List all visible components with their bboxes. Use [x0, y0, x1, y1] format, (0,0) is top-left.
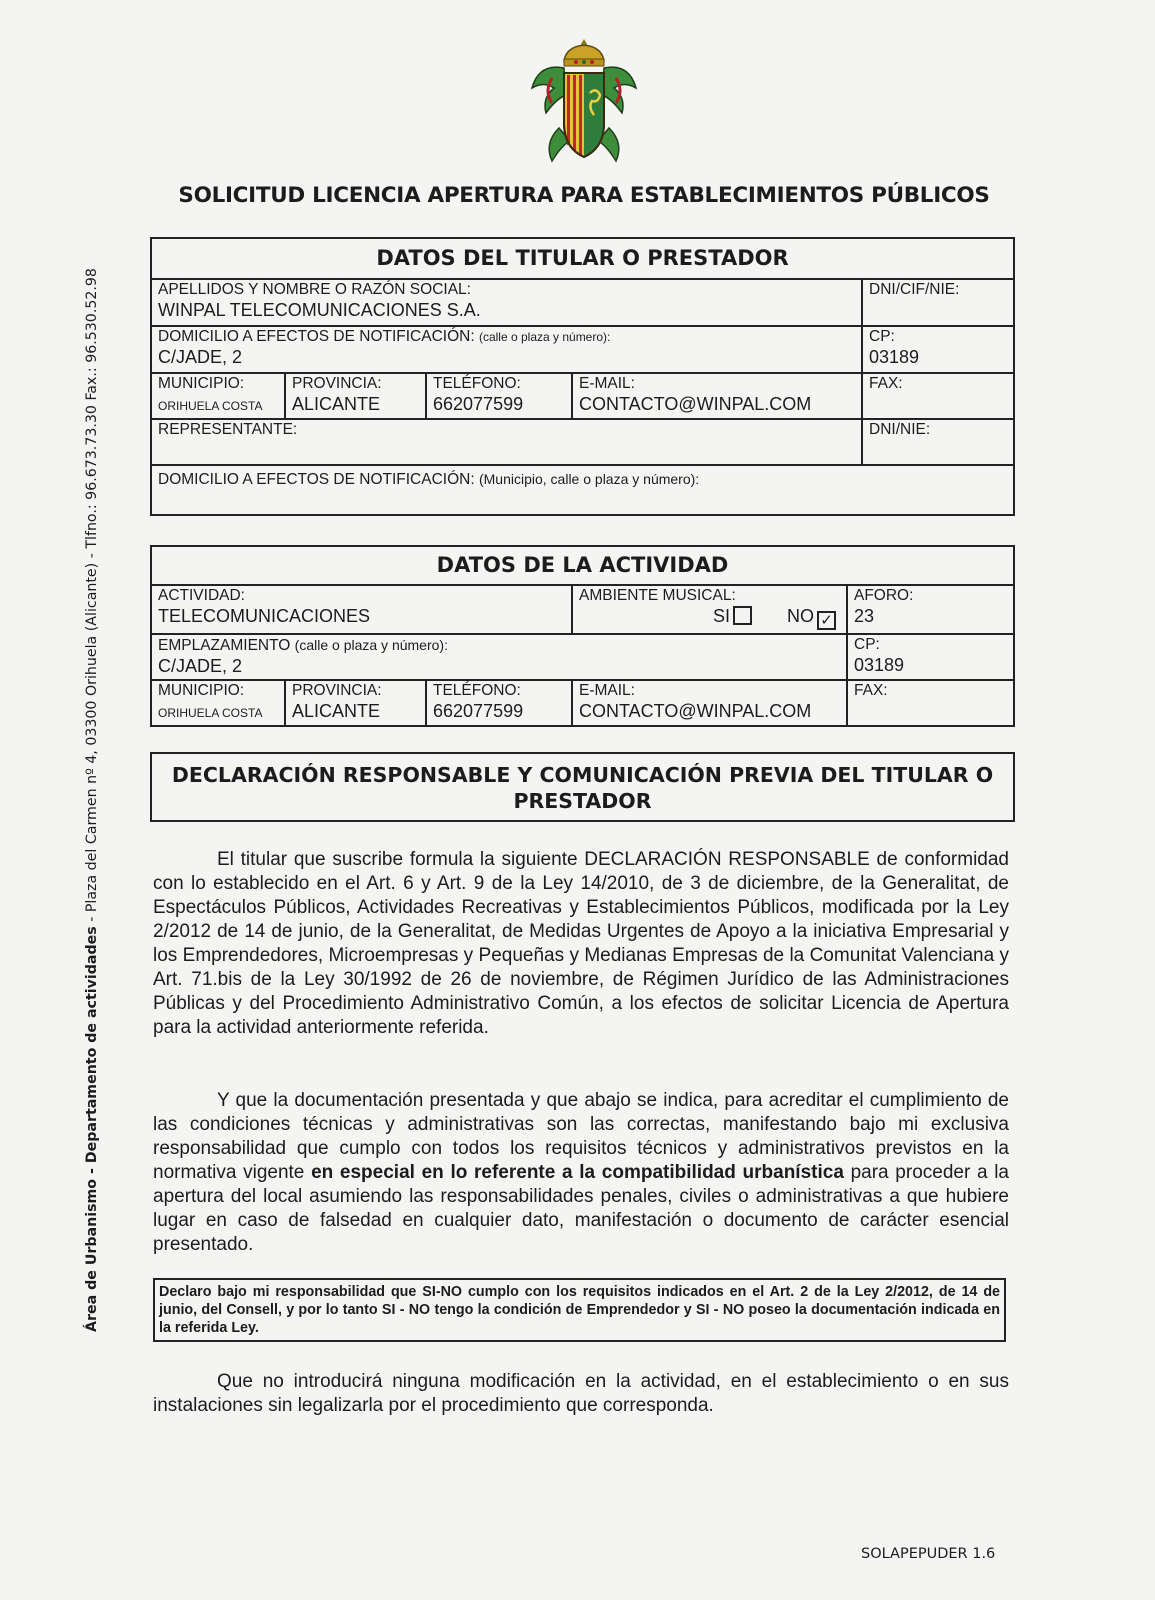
- titular-header: DATOS DEL TITULAR O PRESTADOR: [376, 246, 789, 270]
- name-value[interactable]: WINPAL TELECOMUNICACIONES S.A.: [158, 300, 481, 320]
- act-telefono-cell: [425, 679, 571, 725]
- emplazamiento-value[interactable]: C/JADE, 2: [158, 656, 243, 676]
- act-telefono-value[interactable]: 662077599: [433, 701, 524, 721]
- provincia-value[interactable]: ALICANTE: [292, 394, 381, 414]
- act-telefono-label: TELÉFONO:: [433, 682, 521, 699]
- actividad-cell: [152, 584, 571, 633]
- act-provincia-label: PROVINCIA:: [292, 682, 382, 699]
- footer-code: SOLAPEPUDER 1.6: [861, 1546, 996, 1562]
- declaracion-header-line1: DECLARACIÓN RESPONSABLE Y COMUNICACIÓN PREVIA DEL TITULAR O: [171, 763, 994, 787]
- coat-of-arms-logo: [524, 33, 644, 165]
- cp-cell: [861, 325, 1013, 372]
- declaro-box: Declaro bajo mi responsabilidad que SI-NO cumplo con los requisitos indicados en el Art. 2 de la Ley 2/2012, de 14 de junio, del Consell, y por lo tanto SI - NO tengo la condición de Emprendedor y SI - NO poseo la documentación indicada en la referida Ley.: [153, 1278, 1006, 1342]
- telefono-label: TELÉFONO:: [433, 375, 521, 392]
- dninie-label: DNI/NIE:: [869, 421, 931, 438]
- address-label: DOMICILIO A EFECTOS DE NOTIFICACIÓN:: [158, 328, 475, 345]
- rep-address-label: DOMICILIO A EFECTOS DE NOTIFICACIÓN:: [158, 471, 475, 488]
- address-value[interactable]: C/JADE, 2: [158, 347, 243, 367]
- titular-section: [150, 237, 1015, 516]
- representante-label: REPRESENTANTE:: [158, 421, 298, 438]
- act-municipio-label: MUNICIPIO:: [158, 682, 245, 699]
- emplazamiento-label: EMPLAZAMIENTO: [158, 637, 291, 654]
- fax-label: FAX:: [869, 375, 903, 392]
- act-cp-value[interactable]: 03189: [854, 655, 905, 675]
- si-label: SI: [712, 606, 730, 626]
- paragraph-2: Y que la documentación presentada y que abajo se indica, para acreditar el cumplimiento de las condiciones técnicas y administrativas son las correctas, manifestando bajo mi exclusiva responsabilidad que cumplo con todos los requisitos técnicos y administrativos previstos en la normativa vigente en especial en lo referente a la compatibilidad urbanística para proceder a la apertura del local asumiendo las responsabilidades penales, civiles o administrativas a que hubiere lugar en caso de falsedad en cualquier dato, manifestación o documento de carácter esencial presentado.: [153, 1090, 1010, 1255]
- emplazamiento-cell: [152, 633, 846, 679]
- paragraph-3: Que no introducirá ninguna modificación en la actividad, en el establecimiento o en sus instalaciones sin legalizarla por el procedimiento que corresponda.: [153, 1371, 1009, 1416]
- ambiente-label: AMBIENTE MUSICAL:: [579, 587, 736, 604]
- cp-value[interactable]: 03189: [869, 347, 920, 367]
- provincia-cell: [284, 372, 425, 418]
- name-cell: [152, 278, 861, 325]
- municipio-label: MUNICIPIO:: [158, 375, 245, 392]
- side-address-text: Área de Urbanismo - Departamento de actividades - Plaza del Carmen nº 4, 03300 Orihuela (Alicante) - Tlfno.: 96.673.73.30 Fax.: 96.530.52.98: [84, 268, 100, 1332]
- act-municipio-value[interactable]: ORIHUELA COSTA: [158, 706, 263, 720]
- declaracion-header-box: [150, 752, 1015, 822]
- emplazamiento-hint: (calle o plaza y número):: [294, 637, 448, 653]
- municipio-value[interactable]: ORIHUELA COSTA: [158, 399, 263, 413]
- address-cell: [152, 325, 861, 372]
- actividad-section: [150, 545, 1015, 727]
- dni-cell[interactable]: [861, 278, 1013, 325]
- no-label: NO: [787, 606, 814, 626]
- act-municipio-cell: [152, 679, 284, 725]
- actividad-header: DATOS DE LA ACTIVIDAD: [436, 553, 729, 577]
- dninie-cell[interactable]: [861, 418, 1013, 464]
- email-value[interactable]: CONTACTO@WINPAL.COM: [579, 394, 812, 414]
- rep-address-hint: (Municipio, calle o plaza y número):: [478, 471, 700, 487]
- aforo-value[interactable]: 23: [854, 606, 875, 626]
- address-hint: (calle o plaza y número):: [478, 330, 611, 344]
- act-provincia-cell: [284, 679, 425, 725]
- email-label: E-MAIL:: [579, 375, 635, 392]
- act-email-cell: [571, 679, 846, 725]
- dni-label: DNI/CIF/NIE:: [869, 281, 960, 298]
- aforo-label: AFORO:: [854, 587, 914, 604]
- actividad-label: ACTIVIDAD:: [158, 587, 245, 604]
- representante-cell[interactable]: [152, 418, 861, 464]
- no-checkbox[interactable]: ✓: [817, 611, 836, 630]
- provincia-label: PROVINCIA:: [292, 375, 382, 392]
- fax-cell[interactable]: [861, 372, 1013, 418]
- act-email-label: E-MAIL:: [579, 682, 635, 699]
- actividad-value[interactable]: TELECOMUNICACIONES: [158, 606, 371, 626]
- aforo-cell: [846, 584, 1013, 633]
- act-fax-cell[interactable]: [846, 679, 1013, 725]
- act-cp-cell: [846, 633, 1013, 679]
- si-checkbox[interactable]: [733, 606, 752, 625]
- declaracion-header-line2: PRESTADOR: [513, 789, 652, 813]
- act-email-value[interactable]: CONTACTO@WINPAL.COM: [579, 701, 812, 721]
- name-label: APELLIDOS Y NOMBRE O RAZÓN SOCIAL:: [158, 281, 471, 298]
- act-fax-label: FAX:: [854, 682, 888, 699]
- telefono-value[interactable]: 662077599: [433, 394, 524, 414]
- email-cell: [571, 372, 861, 418]
- act-cp-label: CP:: [854, 636, 880, 653]
- act-provincia-value[interactable]: ALICANTE: [292, 701, 381, 721]
- paragraph-1: El titular que suscribe formula la siguiente DECLARACIÓN RESPONSABLE de conformidad con lo establecido en el Art. 6 y Art. 9 de la Ley 14/2010, de 3 de diciembre, de la Generalitat, de Espectáculos Públicos, Actividades Recreativas y Establecimientos Públicos, modificada por la Ley 2/2012 de 14 de junio, de la Generalitat, de Medidas Urgentes de Apoyo a la iniciativa Empresarial y los Emprendedores, Microempresas y Pequeñas y Medianas Empresas de la Comunitat Valenciana y Art. 71.bis de la Ley 30/1992 de 26 de noviembre, de Régimen Jurídico de las Administraciones Públicas y del Procedimiento Administrativo Común, a los efectos de solicitar Licencia de Apertura para la actividad anteriormente referida.: [153, 849, 1009, 1038]
- cp-label: CP:: [869, 328, 895, 345]
- page-title: SOLICITUD LICENCIA APERTURA PARA ESTABLECIMIENTOS PÚBLICOS: [178, 183, 990, 208]
- rep-address-cell[interactable]: [152, 464, 1013, 514]
- municipio-cell: [152, 372, 284, 418]
- telefono-cell: [425, 372, 571, 418]
- ambiente-cell: [571, 584, 846, 633]
